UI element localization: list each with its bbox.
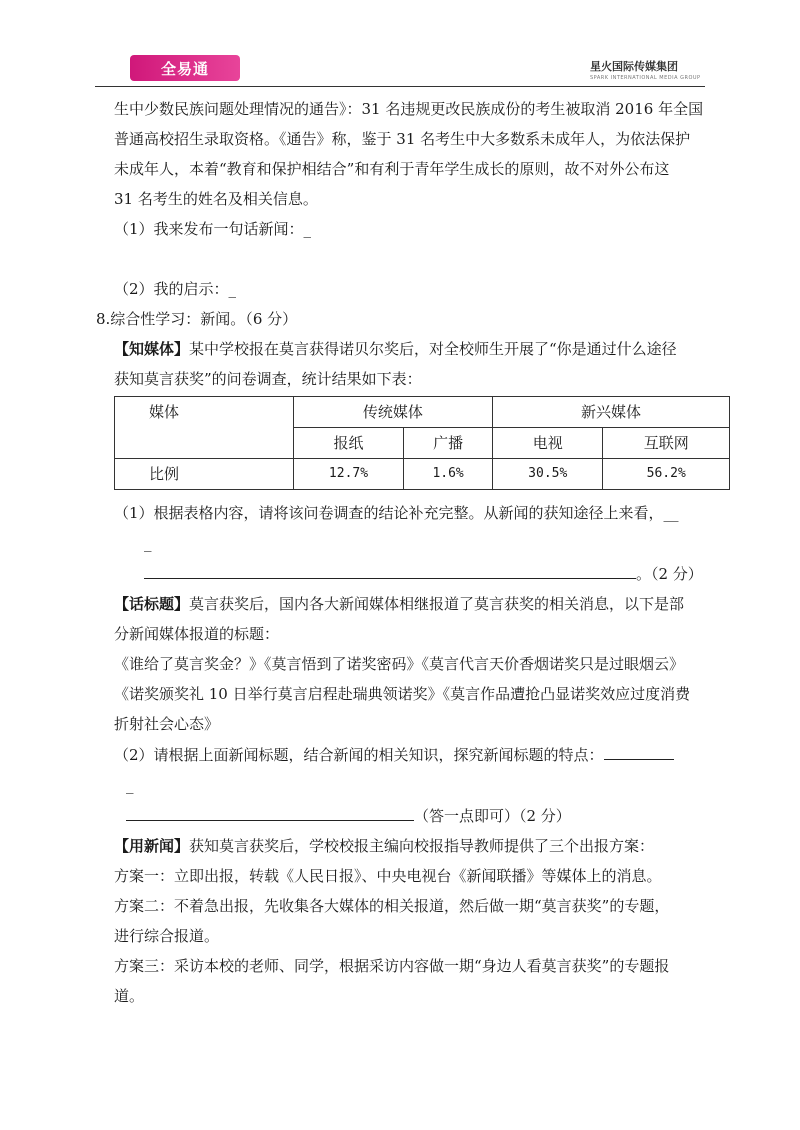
section-text: 获知莫言获奖后，学校校报主编向校报指导教师提供了三个出报方案： xyxy=(189,837,655,855)
question-8-heading: 8.综合性学习：新闻。（6 分） xyxy=(96,310,298,328)
table-sub-internet: 互联网 xyxy=(603,428,730,459)
score-note: （答一点即可）（2 分） xyxy=(414,807,571,825)
document-body xyxy=(96,94,734,1011)
table-row-label: 比例 xyxy=(115,459,294,490)
table-cell-internet: 56.2% xyxy=(603,459,730,490)
table-cell-radio: 1.6% xyxy=(404,459,493,490)
passage-line: 生中少数民族问题处理情况的通告》：31 名违规更改民族成份的考生被取消 2016 年全国 xyxy=(114,100,704,118)
answer-blank-line xyxy=(126,800,414,821)
section-tag-talk-title: 【话标题】 xyxy=(114,595,190,613)
table-sub-tv: 电视 xyxy=(493,428,603,459)
logo-text: 全易通 xyxy=(160,59,209,78)
section-tag-use-news: 【用新闻】 xyxy=(114,837,190,855)
survey-table xyxy=(114,396,730,490)
section-tag-know-media: 【知媒体】 xyxy=(114,340,190,358)
passage-line: 普通高校招生录取资格。《通告》称，鉴于 31 名考生中大多数系未成年人，为依法保护 xyxy=(114,130,691,148)
section-text: 获知莫言获奖”的问卷调查，统计结果如下表： xyxy=(114,370,422,388)
plan-3-cont: 道。 xyxy=(114,987,145,1005)
table-group-new: 新兴媒体 xyxy=(493,397,730,428)
section-text: 莫言获奖后，国内各大新闻媒体相继报道了莫言获奖的相关消息，以下是部 xyxy=(189,595,685,613)
news-titles-line: 折射社会心态》 xyxy=(114,715,220,733)
plan-1: 方案一：立即出报，转载《人民日报》、中央电视台《新闻联播》等媒体上的消息。 xyxy=(114,867,662,885)
brand-block xyxy=(590,58,701,81)
plan-2-cont: 进行综合报道。 xyxy=(114,927,220,945)
table-cell-newspaper: 12.7% xyxy=(293,459,403,490)
page-header xyxy=(0,0,800,90)
table-cell-tv: 30.5% xyxy=(493,459,603,490)
news-titles-line: 《谁给了莫言奖金？》《莫言悟到了诺奖密码》《莫言代言天价香烟诺奖只是过眼烟云》 xyxy=(114,655,685,673)
sub-question-1: （1）根据表格内容，请将该问卷调查的结论补充完整。从新闻的获知途径上来看，__ xyxy=(114,504,679,522)
question-1: （1）我来发布一句话新闻：_ xyxy=(114,220,312,238)
table-sub-newspaper: 报纸 xyxy=(293,428,403,459)
answer-blank-line xyxy=(604,739,674,760)
section-text: 某中学校报在莫言获得诺贝尔奖后，对全校师生开展了“你是通过什么途径 xyxy=(189,340,677,358)
brand-logo xyxy=(130,55,240,81)
answer-space xyxy=(114,244,734,274)
score-note: 。（2 分） xyxy=(636,565,703,583)
answer-blank-line xyxy=(144,558,636,579)
brand-subtitle: SPARK INTERNATIONAL MEDIA GROUP xyxy=(590,75,701,81)
table-header-media: 媒体 xyxy=(115,397,294,459)
answer-blank-continuation: _ xyxy=(144,534,152,552)
table-sub-radio: 广播 xyxy=(404,428,493,459)
question-2: （2）我的启示：_ xyxy=(114,280,237,298)
news-titles-line: 《诺奖颁奖礼 10 日举行莫言启程赴瑞典领诺奖》《莫言作品遭抢凸显诺奖效应过度消费 xyxy=(114,685,691,703)
sub-question-2: （2）请根据上面新闻标题，结合新闻的相关知识，探究新闻标题的特点： xyxy=(114,746,604,764)
passage-line: 31 名考生的姓名及相关信息。 xyxy=(114,190,318,208)
plan-2: 方案二：不着急出报，先收集各大媒体的相关报道，然后做一期“莫言获奖”的专题， xyxy=(114,897,670,915)
header-divider xyxy=(95,86,705,87)
section-text: 分新闻媒体报道的标题： xyxy=(114,625,280,643)
brand-name: 星火国际传媒集团 xyxy=(590,60,678,73)
plan-3: 方案三：采访本校的老师、同学，根据采访内容做一期“身边人看莫言获奖”的专题报 xyxy=(114,957,670,975)
table-group-traditional: 传统媒体 xyxy=(293,397,492,428)
passage-line: 未成年人，本着“教育和保护相结合”和有利于青年学生成长的原则，故不对外公布这 xyxy=(114,160,670,178)
answer-blank-continuation: _ xyxy=(126,776,134,794)
